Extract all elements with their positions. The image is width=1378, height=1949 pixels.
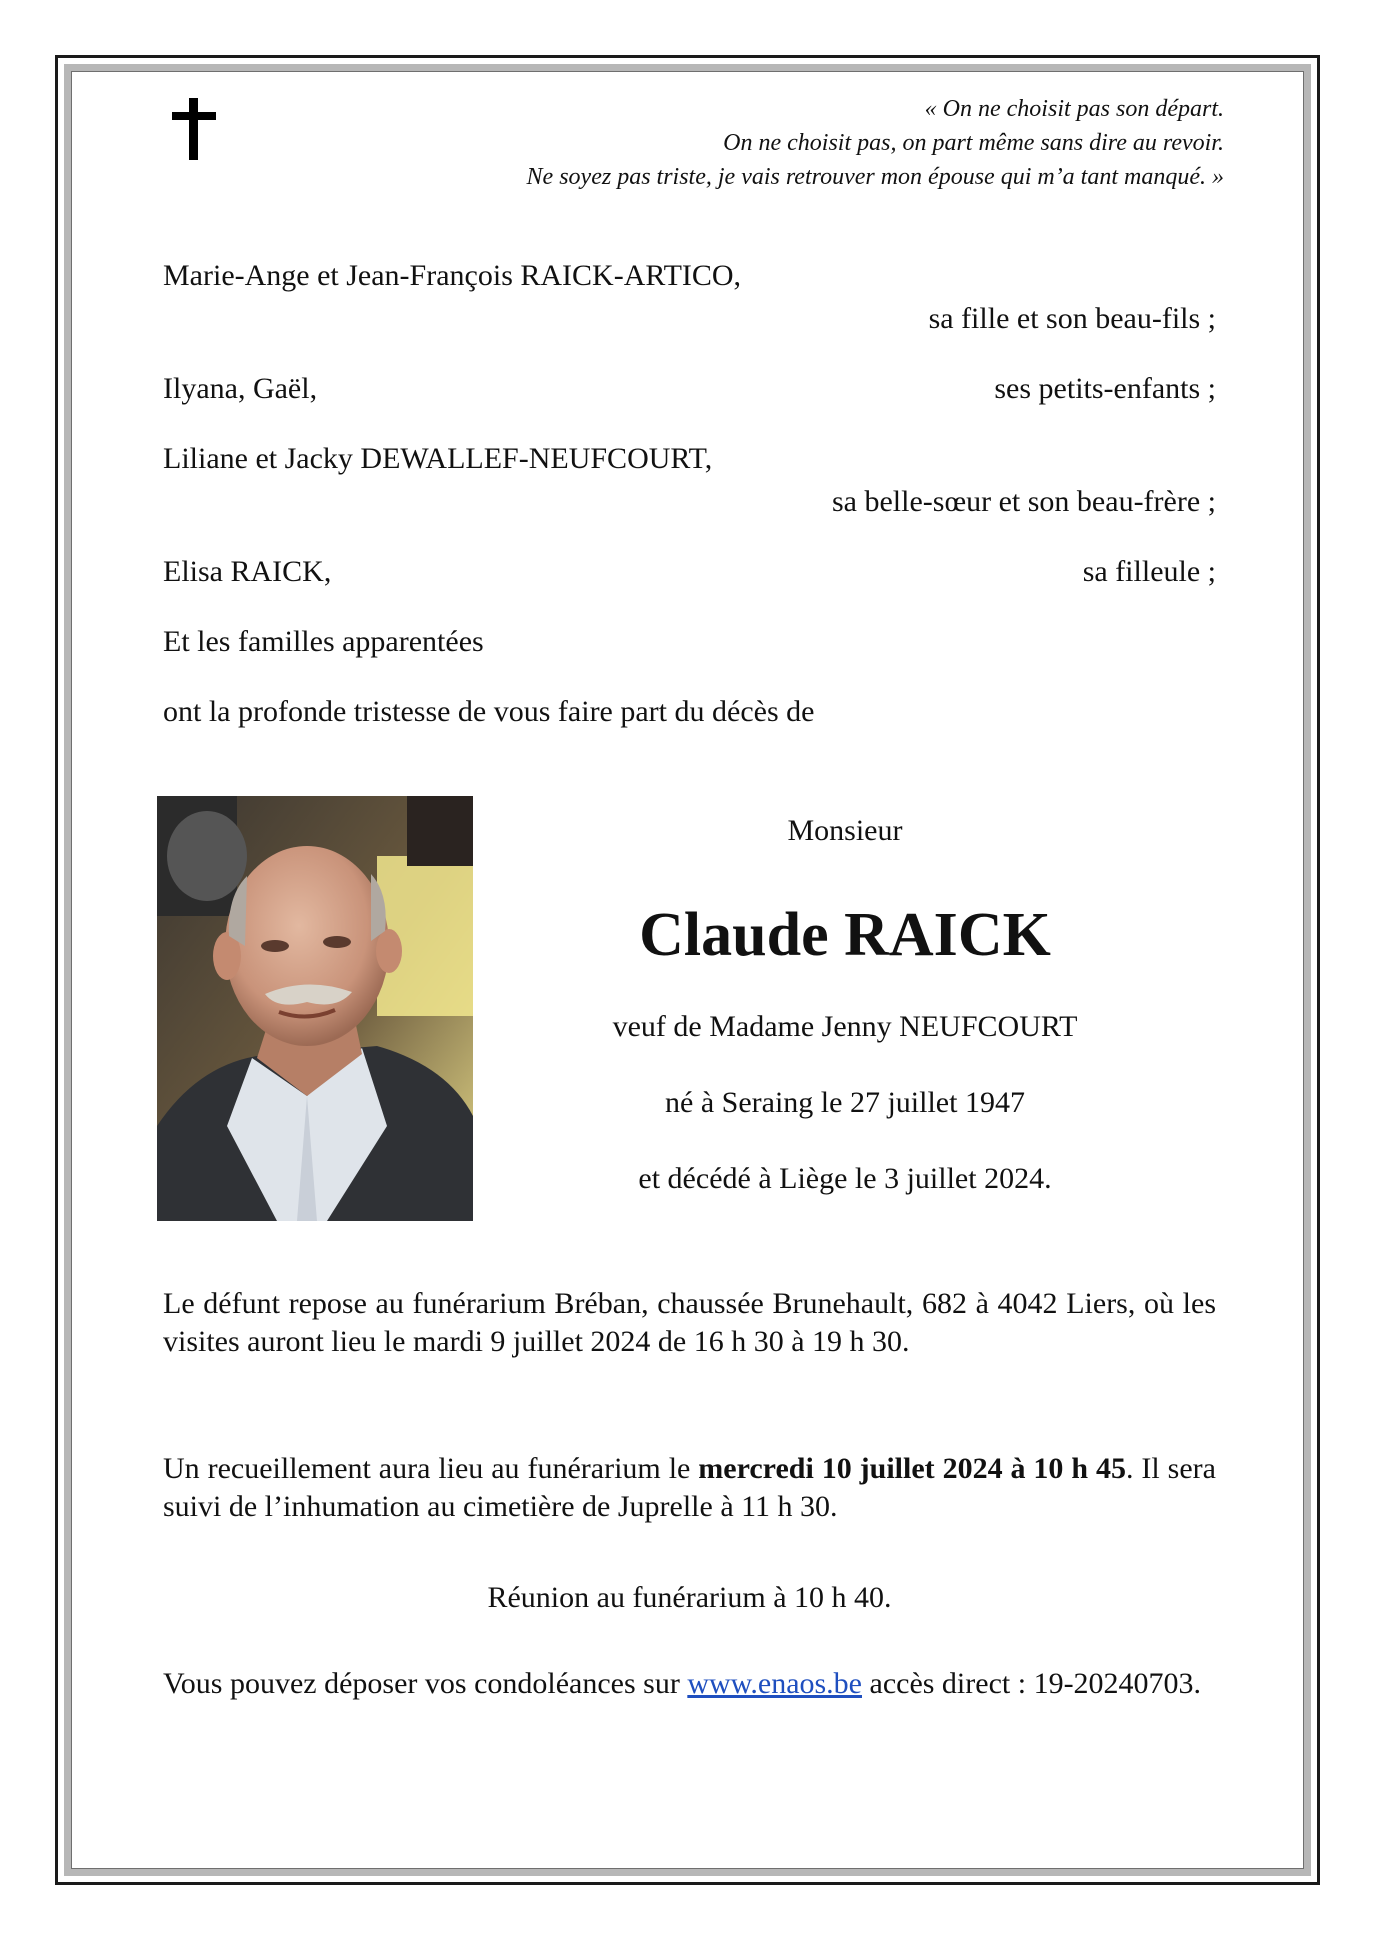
portrait-photo (157, 796, 473, 1221)
family-member-relation: ses petits-enfants ; (994, 372, 1216, 405)
quote-line-1: « On ne choisit pas son départ. (924, 96, 1224, 122)
announcement-line: ont la profonde tristesse de vous faire part du décès de (163, 695, 815, 728)
deceased-title: Monsieur (787, 814, 903, 847)
condolences-paragraph (163, 1665, 1216, 1703)
quote-line-2: On ne choisit pas, on part même sans dire au revoir. (723, 130, 1224, 156)
deceased-name: Claude RAICK (639, 901, 1051, 969)
condolences-prefix: Vous pouvez déposer vos condoléances sur (163, 1667, 688, 1700)
condolences-suffix: accès direct : 19-20240703. (862, 1667, 1202, 1700)
widower-line: veuf de Madame Jenny NEUFCOURT (612, 1010, 1078, 1043)
family-member-name: Elisa RAICK, (163, 555, 332, 588)
birth-line: né à Seraing le 27 juillet 1947 (665, 1086, 1025, 1119)
family-member-name: Marie-Ange et Jean-François RAICK-ARTICO, (163, 259, 742, 292)
meeting-line: Réunion au funérarium à 10 h 40. (487, 1581, 892, 1614)
family-member-name: Liliane et Jacky DEWALLEF-NEUFCOURT, (163, 442, 713, 475)
condolences-link[interactable]: www.enaos.be (687, 1667, 862, 1700)
family-member-relation: sa filleule ; (1082, 555, 1216, 588)
families-line: Et les familles apparentées (163, 625, 484, 658)
repose-paragraph: Le défunt repose au funérarium Bréban, chaussée Brunehault, 682 à 4042 Liers, où les visites auront lieu le mardi 9 juillet 2024 de 16 h 30 à 19 h 30. (163, 1287, 1216, 1358)
family-member-relation: sa fille et son beau-fils ; (928, 302, 1216, 335)
death-line: et décédé à Liège le 3 juillet 2024. (638, 1162, 1052, 1195)
ceremony-suffix: . Il sera suivi de l’inhumation au cimetière de Juprelle à 11 h 30. (163, 1452, 1216, 1523)
ceremony-date: mercredi 10 juillet 2024 à 10 h 45 (698, 1452, 1126, 1485)
family-member-name: Ilyana, Gaël, (163, 372, 318, 405)
epigraph-quote (527, 92, 1224, 194)
ceremony-paragraph (163, 1450, 1216, 1526)
cross-icon (172, 98, 216, 160)
ceremony-prefix: Un recueillement aura lieu au funérarium le (163, 1452, 699, 1485)
quote-line-3: Ne soyez pas triste, je vais retrouver mon épouse qui m’a tant manqué. » (526, 164, 1224, 190)
family-member-relation: sa belle-sœur et son beau-frère ; (832, 485, 1216, 518)
